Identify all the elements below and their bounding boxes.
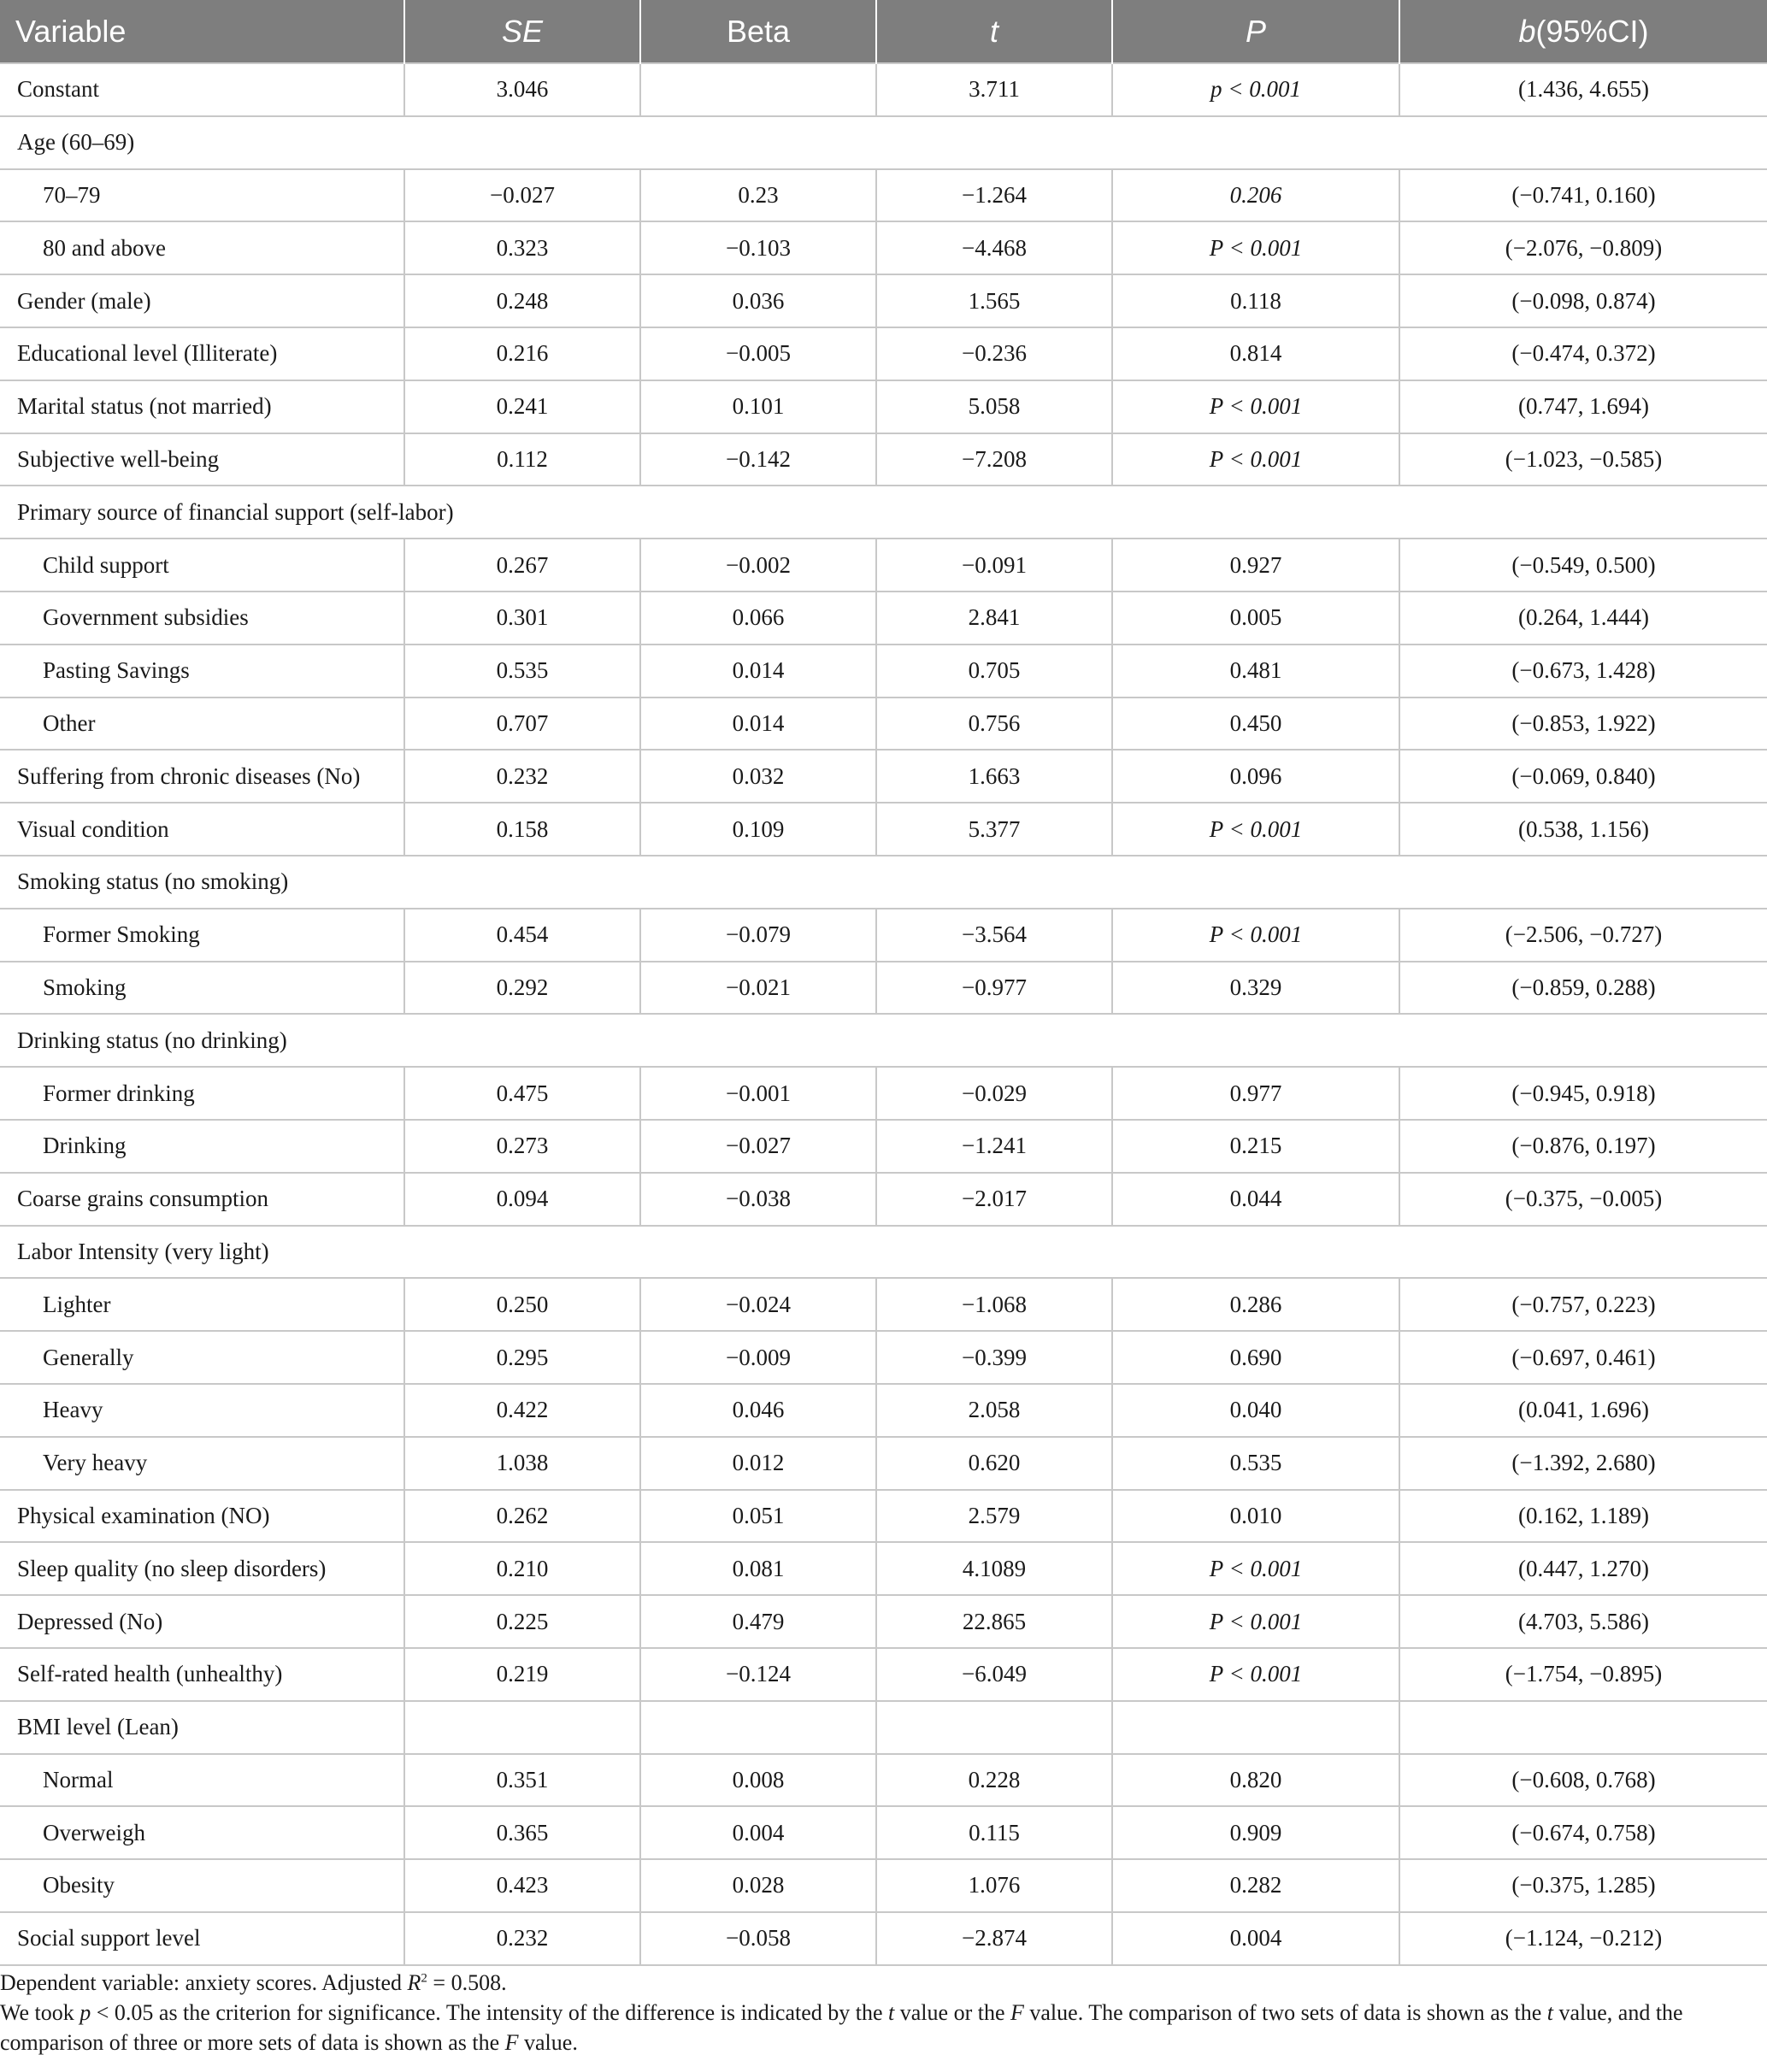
table-row bbox=[0, 380, 1767, 433]
cell-p: 0.690 bbox=[1112, 1331, 1399, 1384]
cell-se: 0.219 bbox=[404, 1648, 640, 1701]
cell-se: 0.351 bbox=[404, 1754, 640, 1807]
cell-t: 0.228 bbox=[876, 1754, 1112, 1807]
footnote-dependent-variable bbox=[0, 1968, 1767, 1998]
cell-t: 22.865 bbox=[876, 1595, 1112, 1648]
cell-ci: (0.041, 1.696) bbox=[1399, 1384, 1767, 1437]
cell-beta: −0.009 bbox=[640, 1331, 876, 1384]
cell-ci: (−0.098, 0.874) bbox=[1399, 274, 1767, 327]
cell-p: 0.481 bbox=[1112, 645, 1399, 698]
cell-ci bbox=[1399, 1701, 1767, 1754]
header-beta: Beta bbox=[640, 0, 876, 63]
cell-beta: 0.081 bbox=[640, 1542, 876, 1595]
cell-se: 1.038 bbox=[404, 1437, 640, 1490]
cell-ci: (−0.697, 0.461) bbox=[1399, 1331, 1767, 1384]
cell-variable: Government subsidies bbox=[0, 592, 404, 645]
cell-p: 0.977 bbox=[1112, 1067, 1399, 1120]
cell-ci: (0.747, 1.694) bbox=[1399, 380, 1767, 433]
cell-se: 0.423 bbox=[404, 1859, 640, 1912]
group-label: Labor Intensity (very light) bbox=[0, 1226, 1767, 1279]
cell-variable: Educational level (Illiterate) bbox=[0, 327, 404, 380]
table-row bbox=[0, 1648, 1767, 1701]
table-row bbox=[0, 856, 1767, 909]
table-row bbox=[0, 1701, 1767, 1754]
cell-t: −4.468 bbox=[876, 221, 1112, 274]
cell-ci: (−0.876, 0.197) bbox=[1399, 1120, 1767, 1173]
footnote-f-symbol: F bbox=[1010, 2000, 1024, 2025]
cell-ci: (−0.757, 0.223) bbox=[1399, 1278, 1767, 1331]
table-row bbox=[0, 169, 1767, 222]
cell-ci: (1.436, 4.655) bbox=[1399, 63, 1767, 116]
table-row bbox=[0, 1542, 1767, 1595]
cell-variable: 80 and above bbox=[0, 221, 404, 274]
footnote-t-symbol: t bbox=[1546, 2000, 1553, 2025]
footnote-p-symbol: p bbox=[80, 2000, 91, 2025]
cell-ci: (4.703, 5.586) bbox=[1399, 1595, 1767, 1648]
cell-t: 5.058 bbox=[876, 380, 1112, 433]
cell-t: 2.841 bbox=[876, 592, 1112, 645]
table-row bbox=[0, 962, 1767, 1015]
cell-ci: (−0.945, 0.918) bbox=[1399, 1067, 1767, 1120]
cell-se: −0.027 bbox=[404, 169, 640, 222]
table-row bbox=[0, 909, 1767, 962]
cell-t: 1.565 bbox=[876, 274, 1112, 327]
cell-se: 0.365 bbox=[404, 1806, 640, 1859]
cell-ci: (0.538, 1.156) bbox=[1399, 803, 1767, 856]
cell-p: 0.909 bbox=[1112, 1806, 1399, 1859]
cell-t: −0.091 bbox=[876, 539, 1112, 592]
header-se-label: SE bbox=[501, 13, 544, 49]
table-row bbox=[0, 1384, 1767, 1437]
header-ci-b: b bbox=[1518, 13, 1536, 49]
table-row bbox=[0, 221, 1767, 274]
table-header bbox=[0, 0, 1767, 63]
cell-beta: 0.028 bbox=[640, 1859, 876, 1912]
table-row bbox=[0, 327, 1767, 380]
table-row bbox=[0, 1226, 1767, 1279]
group-label: Smoking status (no smoking) bbox=[0, 856, 1767, 909]
footnote-text: value, and the bbox=[1552, 2000, 1683, 2025]
cell-se: 0.210 bbox=[404, 1542, 640, 1595]
cell-se: 0.112 bbox=[404, 433, 640, 486]
cell-beta: −0.002 bbox=[640, 539, 876, 592]
cell-p: p < 0.001 bbox=[1112, 63, 1399, 116]
footnote-text: = 0.508. bbox=[427, 1970, 507, 1995]
cell-p: P < 0.001 bbox=[1112, 1648, 1399, 1701]
cell-beta: −0.024 bbox=[640, 1278, 876, 1331]
footnote-text: value or the bbox=[894, 2000, 1010, 2025]
table-row bbox=[0, 1754, 1767, 1807]
cell-beta: −0.124 bbox=[640, 1648, 876, 1701]
cell-t: 4.1089 bbox=[876, 1542, 1112, 1595]
cell-variable: Generally bbox=[0, 1331, 404, 1384]
cell-t bbox=[876, 1701, 1112, 1754]
table-row bbox=[0, 803, 1767, 856]
cell-ci: (−0.674, 0.758) bbox=[1399, 1806, 1767, 1859]
cell-t: 0.705 bbox=[876, 645, 1112, 698]
cell-se bbox=[404, 1701, 640, 1754]
cell-variable: Coarse grains consumption bbox=[0, 1173, 404, 1226]
cell-p: 0.118 bbox=[1112, 274, 1399, 327]
cell-variable: Marital status (not married) bbox=[0, 380, 404, 433]
footnote-text: value. The comparison of two sets of data is shown as the bbox=[1023, 2000, 1547, 2025]
cell-p: 0.004 bbox=[1112, 1912, 1399, 1965]
cell-variable: Self-rated health (unhealthy) bbox=[0, 1648, 404, 1701]
footnote-text: value. bbox=[518, 2030, 578, 2055]
cell-t: 0.620 bbox=[876, 1437, 1112, 1490]
cell-t: −0.029 bbox=[876, 1067, 1112, 1120]
cell-variable: Lighter bbox=[0, 1278, 404, 1331]
cell-beta: 0.032 bbox=[640, 750, 876, 803]
cell-t: −6.049 bbox=[876, 1648, 1112, 1701]
cell-ci: (−0.549, 0.500) bbox=[1399, 539, 1767, 592]
cell-p: 0.206 bbox=[1112, 169, 1399, 222]
cell-ci: (0.162, 1.189) bbox=[1399, 1490, 1767, 1543]
cell-p: 0.450 bbox=[1112, 698, 1399, 751]
cell-beta: 0.046 bbox=[640, 1384, 876, 1437]
cell-beta: −0.079 bbox=[640, 909, 876, 962]
cell-variable: Other bbox=[0, 698, 404, 751]
cell-p: 0.329 bbox=[1112, 962, 1399, 1015]
cell-se: 0.262 bbox=[404, 1490, 640, 1543]
cell-t: 0.756 bbox=[876, 698, 1112, 751]
header-p bbox=[1112, 0, 1399, 63]
table-row bbox=[0, 1067, 1767, 1120]
table-row bbox=[0, 63, 1767, 116]
table-footnotes bbox=[0, 1968, 1767, 2057]
cell-ci: (−1.124, −0.212) bbox=[1399, 1912, 1767, 1965]
cell-p: 0.286 bbox=[1112, 1278, 1399, 1331]
cell-beta: −0.103 bbox=[640, 221, 876, 274]
cell-se: 0.707 bbox=[404, 698, 640, 751]
table-row bbox=[0, 1331, 1767, 1384]
table-row bbox=[0, 1912, 1767, 1965]
table-body bbox=[0, 63, 1767, 1965]
cell-variable: Physical examination (NO) bbox=[0, 1490, 404, 1543]
cell-ci: (−2.506, −0.727) bbox=[1399, 909, 1767, 962]
cell-ci: (−1.392, 2.680) bbox=[1399, 1437, 1767, 1490]
table-row bbox=[0, 1120, 1767, 1173]
cell-ci: (−2.076, −0.809) bbox=[1399, 221, 1767, 274]
footnote-r-squared-exponent: 2 bbox=[421, 1971, 427, 1986]
cell-t: 5.377 bbox=[876, 803, 1112, 856]
cell-variable: Former drinking bbox=[0, 1067, 404, 1120]
cell-ci: (0.264, 1.444) bbox=[1399, 592, 1767, 645]
cell-beta: 0.014 bbox=[640, 698, 876, 751]
cell-se: 0.475 bbox=[404, 1067, 640, 1120]
table-row bbox=[0, 1278, 1767, 1331]
cell-beta: 0.051 bbox=[640, 1490, 876, 1543]
cell-t: −0.399 bbox=[876, 1331, 1112, 1384]
table-row bbox=[0, 1437, 1767, 1490]
cell-p: P < 0.001 bbox=[1112, 1542, 1399, 1595]
table-row bbox=[0, 698, 1767, 751]
table-row bbox=[0, 1173, 1767, 1226]
table-row bbox=[0, 1595, 1767, 1648]
footnote-text: < 0.05 as the criterion for significance. The intensity of the difference is indicated by the bbox=[91, 2000, 889, 2025]
cell-se: 3.046 bbox=[404, 63, 640, 116]
cell-variable: BMI level (Lean) bbox=[0, 1701, 404, 1754]
footnote-text: comparison of three or more sets of data is shown as the bbox=[0, 2030, 505, 2055]
group-label: Primary source of financial support (self-labor) bbox=[0, 486, 1767, 539]
cell-ci: (−0.859, 0.288) bbox=[1399, 962, 1767, 1015]
cell-se: 0.216 bbox=[404, 327, 640, 380]
cell-p: P < 0.001 bbox=[1112, 221, 1399, 274]
footnote-r-symbol: R bbox=[407, 1970, 421, 1995]
cell-p: 0.814 bbox=[1112, 327, 1399, 380]
cell-ci: (−0.375, 1.285) bbox=[1399, 1859, 1767, 1912]
header-row bbox=[0, 0, 1767, 63]
cell-beta: −0.001 bbox=[640, 1067, 876, 1120]
cell-se: 0.232 bbox=[404, 1912, 640, 1965]
cell-p: P < 0.001 bbox=[1112, 803, 1399, 856]
table-row bbox=[0, 116, 1767, 169]
cell-t: −1.241 bbox=[876, 1120, 1112, 1173]
cell-se: 0.094 bbox=[404, 1173, 640, 1226]
cell-se: 0.248 bbox=[404, 274, 640, 327]
header-p-label: P bbox=[1245, 13, 1266, 49]
table-row bbox=[0, 1490, 1767, 1543]
cell-p: 0.820 bbox=[1112, 1754, 1399, 1807]
cell-p: P < 0.001 bbox=[1112, 380, 1399, 433]
cell-se: 0.158 bbox=[404, 803, 640, 856]
cell-se: 0.241 bbox=[404, 380, 640, 433]
table-row bbox=[0, 592, 1767, 645]
cell-p: 0.096 bbox=[1112, 750, 1399, 803]
cell-p: 0.010 bbox=[1112, 1490, 1399, 1543]
cell-p: 0.927 bbox=[1112, 539, 1399, 592]
footnote-t-symbol: t bbox=[888, 2000, 895, 2025]
table-row bbox=[0, 274, 1767, 327]
cell-se: 0.225 bbox=[404, 1595, 640, 1648]
cell-se: 0.250 bbox=[404, 1278, 640, 1331]
cell-p: P < 0.001 bbox=[1112, 1595, 1399, 1648]
cell-t: 2.579 bbox=[876, 1490, 1112, 1543]
cell-se: 0.323 bbox=[404, 221, 640, 274]
table-row bbox=[0, 645, 1767, 698]
cell-beta bbox=[640, 63, 876, 116]
cell-se: 0.267 bbox=[404, 539, 640, 592]
cell-t: 3.711 bbox=[876, 63, 1112, 116]
cell-variable: Pasting Savings bbox=[0, 645, 404, 698]
cell-beta: −0.005 bbox=[640, 327, 876, 380]
cell-beta: 0.479 bbox=[640, 1595, 876, 1648]
cell-variable: Former Smoking bbox=[0, 909, 404, 962]
cell-beta bbox=[640, 1701, 876, 1754]
cell-variable: Sleep quality (no sleep disorders) bbox=[0, 1542, 404, 1595]
cell-beta: 0.066 bbox=[640, 592, 876, 645]
cell-se: 0.454 bbox=[404, 909, 640, 962]
table-row bbox=[0, 1859, 1767, 1912]
cell-p: P < 0.001 bbox=[1112, 909, 1399, 962]
cell-t: 1.663 bbox=[876, 750, 1112, 803]
cell-t: −7.208 bbox=[876, 433, 1112, 486]
cell-t: −2.017 bbox=[876, 1173, 1112, 1226]
cell-p: 0.040 bbox=[1112, 1384, 1399, 1437]
cell-p bbox=[1112, 1701, 1399, 1754]
footnote-text: Dependent variable: anxiety scores. Adjusted bbox=[0, 1970, 408, 1995]
cell-se: 0.295 bbox=[404, 1331, 640, 1384]
cell-ci: (−0.853, 1.922) bbox=[1399, 698, 1767, 751]
table-row bbox=[0, 1014, 1767, 1067]
cell-beta: 0.23 bbox=[640, 169, 876, 222]
group-label: Drinking status (no drinking) bbox=[0, 1014, 1767, 1067]
cell-variable: 70–79 bbox=[0, 169, 404, 222]
header-ci bbox=[1399, 0, 1767, 63]
cell-ci: (−0.474, 0.372) bbox=[1399, 327, 1767, 380]
group-label: Age (60–69) bbox=[0, 116, 1767, 169]
cell-variable: Child support bbox=[0, 539, 404, 592]
cell-variable: Subjective well-being bbox=[0, 433, 404, 486]
cell-se: 0.422 bbox=[404, 1384, 640, 1437]
cell-variable: Overweigh bbox=[0, 1806, 404, 1859]
cell-p: 0.282 bbox=[1112, 1859, 1399, 1912]
header-t-label: t bbox=[989, 13, 998, 49]
cell-beta: 0.036 bbox=[640, 274, 876, 327]
cell-t: −2.874 bbox=[876, 1912, 1112, 1965]
cell-variable: Social support level bbox=[0, 1912, 404, 1965]
cell-ci: (−0.608, 0.768) bbox=[1399, 1754, 1767, 1807]
cell-variable: Heavy bbox=[0, 1384, 404, 1437]
cell-beta: 0.014 bbox=[640, 645, 876, 698]
cell-t: 1.076 bbox=[876, 1859, 1112, 1912]
cell-beta: 0.109 bbox=[640, 803, 876, 856]
cell-variable: Normal bbox=[0, 1754, 404, 1807]
cell-p: 0.215 bbox=[1112, 1120, 1399, 1173]
cell-ci: (−0.673, 1.428) bbox=[1399, 645, 1767, 698]
cell-t: −3.564 bbox=[876, 909, 1112, 962]
cell-variable: Gender (male) bbox=[0, 274, 404, 327]
footnote-comparison bbox=[0, 2028, 1767, 2057]
cell-p: P < 0.001 bbox=[1112, 433, 1399, 486]
cell-ci: (−1.754, −0.895) bbox=[1399, 1648, 1767, 1701]
cell-variable: Drinking bbox=[0, 1120, 404, 1173]
cell-ci: (−0.375, −0.005) bbox=[1399, 1173, 1767, 1226]
cell-t: 0.115 bbox=[876, 1806, 1112, 1859]
cell-t: −1.264 bbox=[876, 169, 1112, 222]
cell-ci: (−0.741, 0.160) bbox=[1399, 169, 1767, 222]
cell-beta: 0.004 bbox=[640, 1806, 876, 1859]
table-row bbox=[0, 486, 1767, 539]
footnote-text: We took bbox=[0, 2000, 80, 2025]
footnote-f-symbol: F bbox=[504, 2030, 519, 2055]
cell-p: 0.535 bbox=[1112, 1437, 1399, 1490]
cell-beta: −0.038 bbox=[640, 1173, 876, 1226]
cell-se: 0.535 bbox=[404, 645, 640, 698]
cell-ci: (−1.023, −0.585) bbox=[1399, 433, 1767, 486]
table-row bbox=[0, 1806, 1767, 1859]
cell-beta: 0.008 bbox=[640, 1754, 876, 1807]
header-ci-rest: (95%CI) bbox=[1535, 13, 1649, 49]
cell-ci: (0.447, 1.270) bbox=[1399, 1542, 1767, 1595]
cell-ci: (−0.069, 0.840) bbox=[1399, 750, 1767, 803]
cell-variable: Smoking bbox=[0, 962, 404, 1015]
cell-variable: Suffering from chronic diseases (No) bbox=[0, 750, 404, 803]
table-row bbox=[0, 433, 1767, 486]
cell-variable: Constant bbox=[0, 63, 404, 116]
cell-se: 0.232 bbox=[404, 750, 640, 803]
cell-p: 0.044 bbox=[1112, 1173, 1399, 1226]
cell-beta: 0.012 bbox=[640, 1437, 876, 1490]
cell-beta: −0.058 bbox=[640, 1912, 876, 1965]
cell-variable: Depressed (No) bbox=[0, 1595, 404, 1648]
footnote-significance bbox=[0, 1998, 1767, 2028]
cell-t: −0.977 bbox=[876, 962, 1112, 1015]
cell-p: 0.005 bbox=[1112, 592, 1399, 645]
cell-beta: −0.027 bbox=[640, 1120, 876, 1173]
cell-se: 0.301 bbox=[404, 592, 640, 645]
cell-variable: Obesity bbox=[0, 1859, 404, 1912]
cell-variable: Very heavy bbox=[0, 1437, 404, 1490]
cell-variable: Visual condition bbox=[0, 803, 404, 856]
table-row bbox=[0, 539, 1767, 592]
header-se bbox=[404, 0, 640, 63]
header-t bbox=[876, 0, 1112, 63]
cell-t: −0.236 bbox=[876, 327, 1112, 380]
header-variable: Variable bbox=[0, 0, 404, 63]
cell-beta: −0.142 bbox=[640, 433, 876, 486]
cell-se: 0.273 bbox=[404, 1120, 640, 1173]
table-row bbox=[0, 750, 1767, 803]
cell-t: 2.058 bbox=[876, 1384, 1112, 1437]
cell-t: −1.068 bbox=[876, 1278, 1112, 1331]
cell-se: 0.292 bbox=[404, 962, 640, 1015]
cell-beta: 0.101 bbox=[640, 380, 876, 433]
cell-beta: −0.021 bbox=[640, 962, 876, 1015]
